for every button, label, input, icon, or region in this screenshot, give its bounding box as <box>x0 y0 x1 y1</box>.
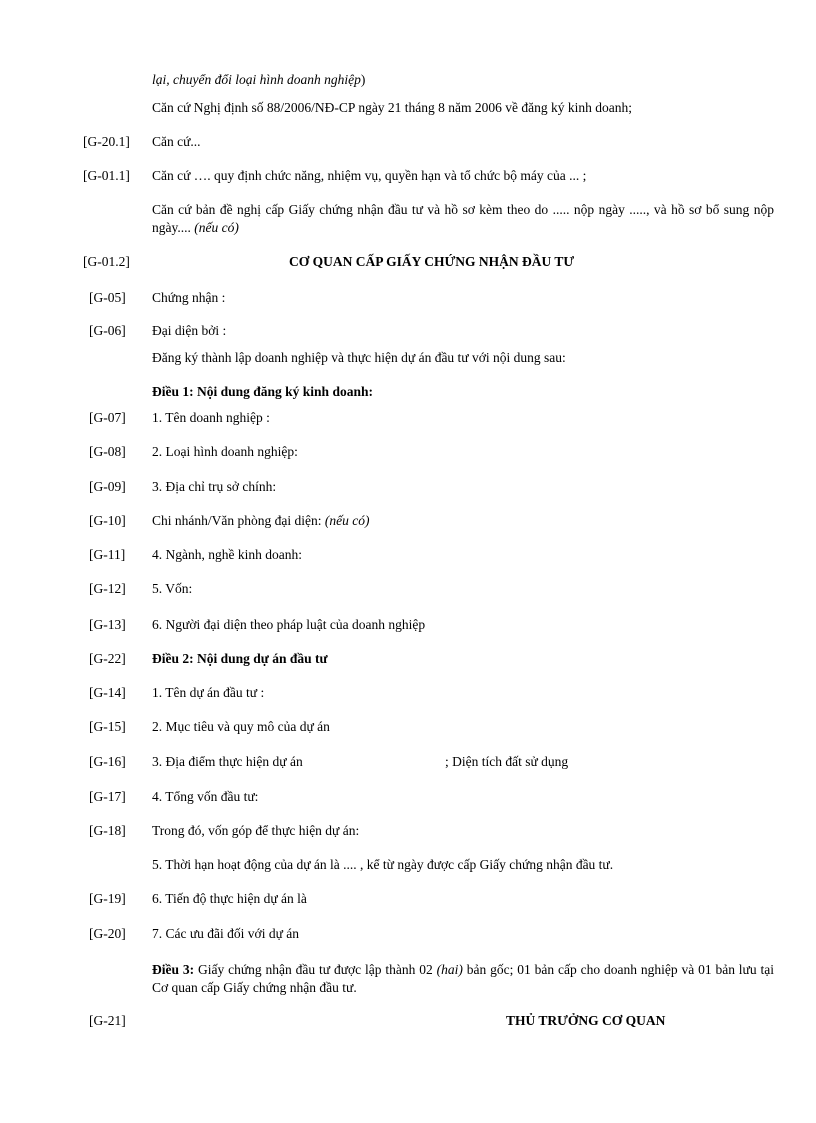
project-location-item: 3. Địa điểm thực hiện dự án <box>152 754 303 769</box>
represented-by-label: Đại diện bởi : <box>152 323 227 338</box>
duration-item: 5. Thời hạn hoạt động của dự án là .... , kể từ ngày được cấp Giấy chứng nhận đầu tư. <box>152 857 614 872</box>
contributed-capital-item: Trong đó, vốn góp để thực hiện dự án: <box>152 823 360 838</box>
code-g11: [G-11] <box>89 547 126 562</box>
continued-line-close: ) <box>360 72 366 87</box>
code-g19: [G-19] <box>89 891 126 906</box>
branch-item-note: (nếu có) <box>324 513 370 528</box>
enterprise-type-item: 2. Loại hình doanh nghiệp: <box>152 444 298 459</box>
code-g17: [G-17] <box>89 789 126 804</box>
business-lines-item: 4. Ngành, nghề kinh doanh: <box>152 547 302 562</box>
decree-reference: Căn cứ Nghị định số 88/2006/NĐ-CP ngày 21 tháng 8 năm 2006 về đăng ký kinh doanh; <box>152 100 633 115</box>
article-3-text2: bản gốc; 01 bản cấp cho doanh nghiệp và 01 bản lưu tại Cơ quan cấp Giấy chứng nhận đầu tư. <box>152 962 774 995</box>
capital-item: 5. Vốn: <box>152 581 193 596</box>
article-3-paragraph <box>152 961 774 997</box>
enterprise-name-item: 1. Tên doanh nghiệp : <box>152 410 270 425</box>
article-3-text: Giấy chứng nhận đầu tư được lập thành 02 <box>194 962 437 977</box>
code-g22: [G-22] <box>89 651 126 666</box>
code-g08: [G-08] <box>89 444 126 459</box>
branch-item <box>152 513 369 529</box>
basis-g20-1: Căn cứ... <box>152 134 201 149</box>
certify-label: Chứng nhận : <box>152 290 226 305</box>
register-intro: Đăng ký thành lập doanh nghiệp và thực hiện dự án đầu tư với nội dung sau: <box>152 350 566 365</box>
legal-rep-item: 6. Người đại diện theo pháp luật của doanh nghiệp <box>152 617 426 632</box>
agency-heading: CƠ QUAN CẤP GIẤY CHỨNG NHẬN ĐẦU TƯ <box>289 254 575 269</box>
code-g18: [G-18] <box>89 823 126 838</box>
code-g01-2: [G-01.2] <box>83 254 130 269</box>
code-g20: [G-20] <box>89 926 126 941</box>
code-g12: [G-12] <box>89 581 126 596</box>
code-g21: [G-21] <box>89 1013 126 1028</box>
proposal-reference-note: (nếu có) <box>194 220 239 235</box>
schedule-item: 6. Tiến độ thực hiện dự án là <box>152 891 307 906</box>
project-name-item: 1. Tên dự án đầu tư : <box>152 685 265 700</box>
incentives-item: 7. Các ưu đãi đối với dự án <box>152 926 299 941</box>
continued-line-italic: lại, chuyển đổi loại hình doanh nghiệp <box>152 72 361 87</box>
head-office-item: 3. Địa chỉ trụ sở chính: <box>152 479 277 494</box>
branch-item-text: Chi nhánh/Văn phòng đại diện: <box>152 513 325 528</box>
article-2-heading: Điều 2: Nội dung dự án đầu tư <box>152 651 328 666</box>
code-g06: [G-06] <box>89 323 126 338</box>
project-objective-item: 2. Mục tiêu và quy mô của dự án <box>152 719 330 734</box>
proposal-reference-text: Căn cứ bản đề nghị cấp Giấy chứng nhận đầu tư và hồ sơ kèm theo do ..... nộp ngày ....., và hồ sơ bổ sung nộp ngày.... <box>152 202 774 235</box>
code-g07: [G-07] <box>89 410 126 425</box>
total-investment-item: 4. Tổng vốn đầu tư: <box>152 789 259 804</box>
proposal-reference <box>152 201 774 237</box>
code-g20-1: [G-20.1] <box>83 134 130 149</box>
code-g13: [G-13] <box>89 617 126 632</box>
code-g05: [G-05] <box>89 290 126 305</box>
code-g16: [G-16] <box>89 754 126 769</box>
continued-line <box>152 72 365 88</box>
code-g09: [G-09] <box>89 479 126 494</box>
agency-head-signature-title: THỦ TRƯỞNG CƠ QUAN <box>506 1013 666 1028</box>
article-1-heading: Điều 1: Nội dung đăng ký kinh doanh: <box>152 384 373 399</box>
article-3-hai: (hai) <box>436 962 463 977</box>
code-g14: [G-14] <box>89 685 126 700</box>
code-g10: [G-10] <box>89 513 126 528</box>
code-g15: [G-15] <box>89 719 126 734</box>
article-3-label: Điều 3: <box>152 962 195 977</box>
basis-g01-1: Căn cứ …. quy định chức năng, nhiệm vụ, quyền hạn và tổ chức bộ máy của ... ; <box>152 168 587 183</box>
code-g01-1: [G-01.1] <box>83 168 130 183</box>
land-area-item: ; Diện tích đất sử dụng <box>445 754 569 769</box>
